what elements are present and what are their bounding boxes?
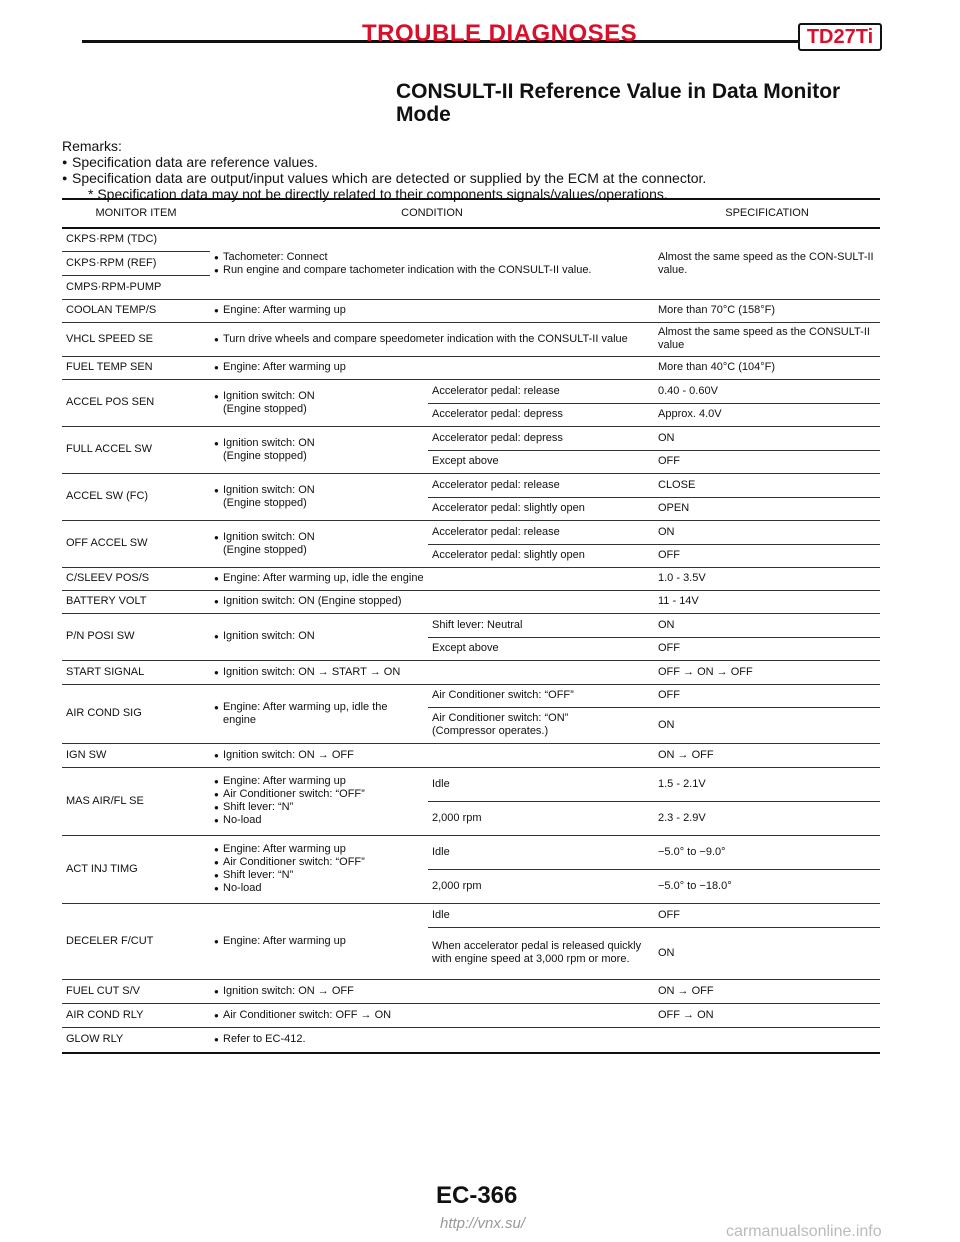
specification: −5.0° to −18.0° xyxy=(654,869,880,903)
condition-bullet: ● Ignition switch: ON → START → ON xyxy=(214,666,650,679)
page-title: CONSULT-II Reference Value in Data Monitor Mode xyxy=(396,80,841,126)
table-row xyxy=(62,567,880,590)
condition xyxy=(210,835,428,903)
sub-condition: Accelerator pedal: depress xyxy=(428,403,654,426)
condition xyxy=(210,590,654,613)
condition xyxy=(210,743,654,767)
condition-bullet: ● Ignition switch: ON (Engine stopped) xyxy=(214,595,650,608)
sub-condition: Except above xyxy=(428,637,654,660)
specification: 11 - 14V xyxy=(654,590,880,613)
table-row xyxy=(62,835,880,869)
sub-condition: Air Conditioner switch: “ON” (Compressor operates.) xyxy=(428,707,654,743)
table-row xyxy=(62,356,880,379)
remarks xyxy=(62,138,882,202)
monitor-item: BATTERY VOLT xyxy=(62,590,210,613)
specification: Approx. 4.0V xyxy=(654,403,880,426)
condition-bullet: ● Turn drive wheels and compare speedometer indication with the CONSULT-II value xyxy=(214,333,643,346)
condition xyxy=(210,613,428,660)
specification: OFF → ON xyxy=(654,1003,880,1027)
condition-bullet: ● Engine: After warming up, idle the engine xyxy=(214,572,650,585)
condition-bullet: ● Air Conditioner switch: OFF → ON xyxy=(214,1009,650,1022)
specification: ON xyxy=(654,520,880,544)
sub-condition: Idle xyxy=(428,835,654,869)
specification: OFF xyxy=(654,450,880,473)
condition-bullet: ● Run engine and compare tachometer indication with the CONSULT-II value. xyxy=(214,264,650,277)
condition-bullet: ● Engine: After warming up xyxy=(214,361,650,374)
condition xyxy=(210,660,654,684)
condition xyxy=(210,767,428,835)
specification: OFF xyxy=(654,637,880,660)
table-row xyxy=(62,228,880,251)
condition-bullet: ● Ignition switch: ON (Engine stopped) xyxy=(214,437,343,463)
condition-bullet: ● Ignition switch: ON xyxy=(214,630,424,643)
monitor-item: COOLAN TEMP/S xyxy=(62,299,210,322)
condition xyxy=(210,1027,880,1053)
sub-condition: Accelerator pedal: slightly open xyxy=(428,497,654,520)
footer-link[interactable]: http://vnx.su/ xyxy=(440,1215,526,1232)
condition-bullet: ● Ignition switch: ON (Engine stopped) xyxy=(214,531,343,557)
monitor-item: GLOW RLY xyxy=(62,1027,210,1053)
monitor-item: FULL ACCEL SW xyxy=(62,426,210,473)
monitor-item: MAS AIR/FL SE xyxy=(62,767,210,835)
monitor-item: P/N POSI SW xyxy=(62,613,210,660)
table-row xyxy=(62,979,880,1003)
table-row xyxy=(62,903,880,927)
specification: CLOSE xyxy=(654,473,880,497)
specification: Almost the same speed as the CON-SULT-II value. xyxy=(654,228,880,299)
condition-bullet: ● No-load xyxy=(214,882,424,895)
specification: ON xyxy=(654,613,880,637)
condition-bullet: ● Shift lever: “N” xyxy=(214,869,424,882)
specification: 1.0 - 3.5V xyxy=(654,567,880,590)
specification: 0.40 - 0.60V xyxy=(654,379,880,403)
sub-condition: Idle xyxy=(428,903,654,927)
condition-bullet: ● Refer to EC-412. xyxy=(214,1033,876,1046)
monitor-item: CKPS·RPM (REF) xyxy=(62,251,210,275)
monitor-item: AIR COND SIG xyxy=(62,684,210,743)
sub-condition: 2,000 rpm xyxy=(428,801,654,835)
condition xyxy=(210,473,428,520)
remark-item: ● Specification data are output/input values which are detected or supplied by the ECM at the connector. xyxy=(62,170,882,186)
monitor-item: FUEL CUT S/V xyxy=(62,979,210,1003)
monitor-item: FUEL TEMP SEN xyxy=(62,356,210,379)
sub-condition: Accelerator pedal: release xyxy=(428,520,654,544)
table-row xyxy=(62,743,880,767)
monitor-item: START SIGNAL xyxy=(62,660,210,684)
table-row xyxy=(62,473,880,497)
condition-bullet: ● No-load xyxy=(214,814,424,827)
condition-bullet: ● Ignition switch: ON (Engine stopped) xyxy=(214,390,343,416)
condition xyxy=(210,520,428,567)
table-row xyxy=(62,613,880,637)
specification: OPEN xyxy=(654,497,880,520)
monitor-item: IGN SW xyxy=(62,743,210,767)
condition-bullet: ● Engine: After warming up, idle the engine xyxy=(214,701,393,727)
sub-condition: Shift lever: Neutral xyxy=(428,613,654,637)
specification: ON xyxy=(654,426,880,450)
condition-bullet: ● Ignition switch: ON → OFF xyxy=(214,749,650,762)
engine-badge: TD27Ti xyxy=(798,23,882,51)
table-row xyxy=(62,426,880,450)
condition xyxy=(210,979,654,1003)
sub-condition: Accelerator pedal: slightly open xyxy=(428,544,654,567)
table-row xyxy=(62,322,880,356)
sub-condition: 2,000 rpm xyxy=(428,869,654,903)
remarks-label: Remarks: xyxy=(62,138,122,154)
monitor-item: OFF ACCEL SW xyxy=(62,520,210,567)
table-row xyxy=(62,379,880,403)
specification: 2.3 - 2.9V xyxy=(654,801,880,835)
specification: 1.5 - 2.1V xyxy=(654,767,880,801)
condition xyxy=(210,684,428,743)
monitor-item: CKPS·RPM (TDC) xyxy=(62,228,210,251)
sub-condition: Accelerator pedal: release xyxy=(428,379,654,403)
condition xyxy=(210,322,654,356)
reference-value-table xyxy=(62,198,880,1054)
remark-item: ● Specification data are reference values. xyxy=(62,154,882,170)
section-title: TROUBLE DIAGNOSES xyxy=(362,20,638,47)
table-row xyxy=(62,684,880,707)
page-number: EC-366 xyxy=(436,1182,518,1209)
monitor-item: AIR COND RLY xyxy=(62,1003,210,1027)
condition-bullet: ● Tachometer: Connect xyxy=(214,251,650,264)
sub-condition: Air Conditioner switch: “OFF” xyxy=(428,684,654,707)
monitor-item: VHCL SPEED SE xyxy=(62,322,210,356)
condition xyxy=(210,903,428,979)
watermark: carmanualsonline.info xyxy=(726,1223,882,1240)
table-row xyxy=(62,660,880,684)
table-row xyxy=(62,590,880,613)
condition xyxy=(210,1003,654,1027)
monitor-item: ACT INJ TIMG xyxy=(62,835,210,903)
condition xyxy=(210,379,428,426)
col-header: CONDITION xyxy=(210,199,654,228)
col-header: MONITOR ITEM xyxy=(62,199,210,228)
specification: ON xyxy=(654,707,880,743)
condition-bullet: ● Ignition switch: ON (Engine stopped) xyxy=(214,484,343,510)
sub-condition: Accelerator pedal: depress xyxy=(428,426,654,450)
specification: OFF xyxy=(654,684,880,707)
specification: OFF xyxy=(654,544,880,567)
table-row xyxy=(62,520,880,544)
condition xyxy=(210,567,654,590)
sub-condition: Idle xyxy=(428,767,654,801)
specification: OFF xyxy=(654,903,880,927)
col-header: SPECIFICATION xyxy=(654,199,880,228)
condition-bullet: ● Engine: After warming up xyxy=(214,304,650,317)
sub-condition: When accelerator pedal is released quickly with engine speed at 3,000 rpm or more. xyxy=(428,927,654,979)
condition-bullet: ● Air Conditioner switch: “OFF” xyxy=(214,788,424,801)
monitor-item: ACCEL SW (FC) xyxy=(62,473,210,520)
specification: Almost the same speed as the CONSULT-II value xyxy=(654,322,880,356)
specification: More than 40°C (104°F) xyxy=(654,356,880,379)
specification: OFF → ON → OFF xyxy=(654,660,880,684)
condition-bullet: ● Engine: After warming up xyxy=(214,843,424,856)
condition xyxy=(210,356,654,379)
sub-condition: Except above xyxy=(428,450,654,473)
sub-condition: Accelerator pedal: release xyxy=(428,473,654,497)
specification: ON → OFF xyxy=(654,743,880,767)
table-row xyxy=(62,1027,880,1053)
condition xyxy=(210,228,654,299)
condition-bullet: ● Air Conditioner switch: “OFF” xyxy=(214,856,424,869)
table-row xyxy=(62,767,880,801)
condition-bullet: ● Ignition switch: ON → OFF xyxy=(214,985,650,998)
specification: −5.0° to −9.0° xyxy=(654,835,880,869)
table-row xyxy=(62,1003,880,1027)
condition xyxy=(210,426,428,473)
table-row xyxy=(62,299,880,322)
condition-bullet: ● Engine: After warming up xyxy=(214,775,424,788)
monitor-item: CMPS·RPM-PUMP xyxy=(62,275,210,299)
condition-bullet: ● Engine: After warming up xyxy=(214,935,424,948)
monitor-item: ACCEL POS SEN xyxy=(62,379,210,426)
condition xyxy=(210,299,654,322)
monitor-item: C/SLEEV POS/S xyxy=(62,567,210,590)
table-header-row xyxy=(62,199,880,228)
condition-bullet: ● Shift lever: “N” xyxy=(214,801,424,814)
remark-note: * Specification data may not be directly related to their components signals/values/operations. xyxy=(88,186,668,202)
monitor-item: DECELER F/CUT xyxy=(62,903,210,979)
specification: More than 70°C (158°F) xyxy=(654,299,880,322)
specification: ON xyxy=(654,927,880,979)
specification: ON → OFF xyxy=(654,979,880,1003)
